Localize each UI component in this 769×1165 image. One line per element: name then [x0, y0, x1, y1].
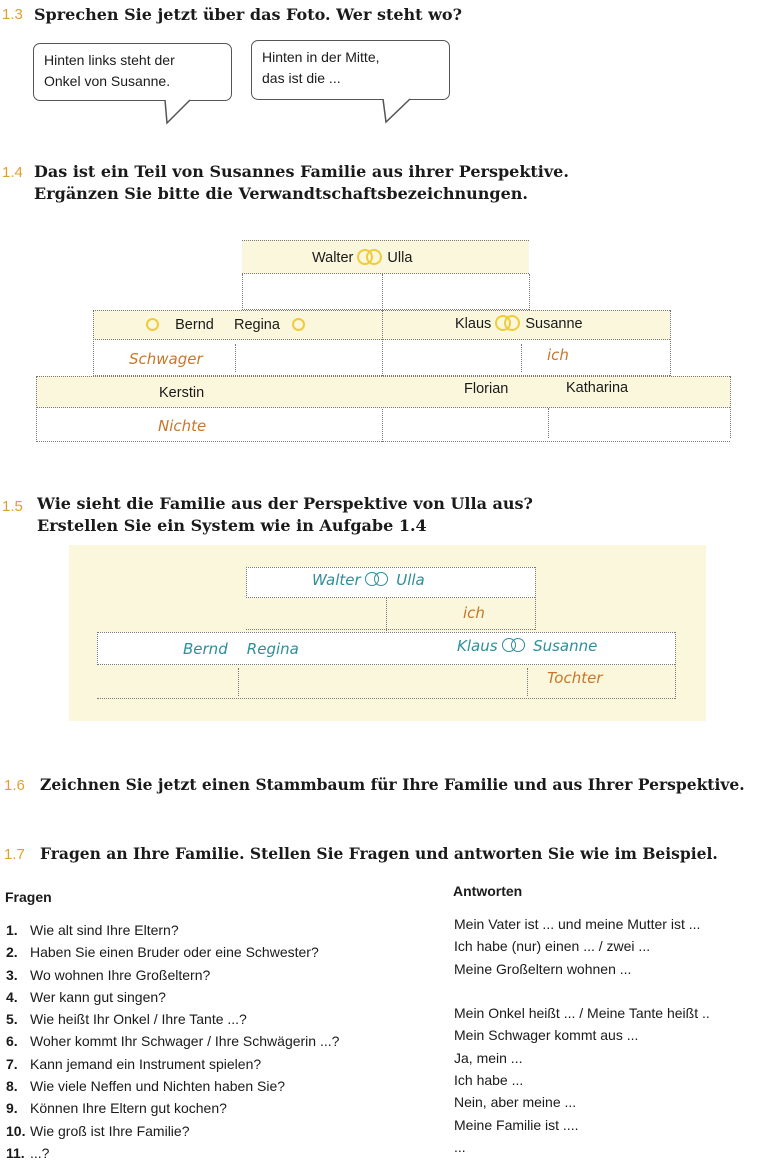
tree-couple-klaus-susanne	[455, 315, 583, 332]
name-ulla: Ulla	[387, 250, 413, 266]
question-number: 5.	[6, 1011, 18, 1028]
speech-bubble-tail	[378, 98, 418, 124]
name-regina: Regina	[233, 317, 280, 333]
name-regina: Regina	[246, 640, 299, 658]
bubble-line: Hinten in der Mitte,	[262, 49, 380, 65]
question-item	[6, 1142, 339, 1164]
question-number: 7.	[6, 1055, 18, 1072]
question-number: 6.	[6, 1033, 18, 1050]
answer-item: Mein Onkel heißt ... / Meine Tante heißt ..	[454, 1005, 710, 1022]
question-text: Kann jemand ein Instrument spielen?	[30, 1055, 262, 1072]
relation-nichte: Nichte	[158, 417, 207, 435]
answer-item: Meine Großeltern wohnen ...	[454, 960, 632, 977]
answer-item	[454, 980, 710, 1002]
name-walter: Walter	[312, 571, 361, 589]
title-line: Erstellen Sie ein System wie in Aufgabe 1.4	[37, 516, 427, 535]
question-number: 11.	[6, 1144, 25, 1161]
exercise-number: 1.3	[2, 6, 23, 23]
question-number: 2.	[6, 944, 18, 961]
question-text: Wer kann gut singen?	[30, 988, 166, 1005]
tree-couple-grandparents	[312, 571, 425, 589]
column-header-fragen: Fragen	[5, 889, 52, 905]
exercise-title: Zeichnen Sie jetzt einen Stammbaum für Ihre Familie und aus Ihrer Perspektive.	[40, 775, 745, 794]
speech-bubble-tail	[160, 99, 200, 125]
title-line: Das ist ein Teil von Susannes Familie aus ihrer Perspektive.	[34, 162, 569, 181]
question-number: 10.	[6, 1122, 26, 1139]
question-list	[6, 919, 339, 1164]
question-text: Wie viele Neffen und Nichten haben Sie?	[30, 1078, 286, 1095]
wedding-rings-icon	[357, 249, 383, 265]
exercise-number: 1.4	[2, 164, 23, 181]
question-item	[6, 919, 339, 941]
question-number: 8.	[6, 1078, 18, 1095]
question-number: 4.	[6, 988, 18, 1005]
exercise-title	[37, 493, 533, 537]
answer-item: Ich habe (nur) einen ... / zwei ...	[454, 938, 651, 955]
question-item	[6, 1120, 339, 1142]
name-katharina: Katharina	[566, 380, 629, 396]
question-item	[6, 1053, 339, 1075]
question-item	[6, 1008, 339, 1030]
question-number: 9.	[6, 1100, 18, 1117]
exercise-title: Sprechen Sie jetzt über das Foto. Wer steht wo?	[34, 5, 462, 24]
question-text: Wie groß ist Ihre Familie?	[30, 1122, 190, 1139]
exercise-number: 1.6	[4, 777, 25, 794]
answer-item: Meine Familie ist ....	[454, 1116, 579, 1133]
relation-ich: ich	[463, 604, 485, 622]
name-florian: Florian	[464, 381, 509, 397]
ring-icon	[292, 318, 305, 331]
question-text: Wie heißt Ihr Onkel / Ihre Tante ...?	[30, 1011, 247, 1028]
column-header-antworten: Antworten	[453, 883, 523, 899]
wedding-rings-icon	[495, 315, 521, 331]
tree-couple-grandparents	[312, 249, 412, 266]
exercise-number: 1.5	[2, 498, 23, 515]
name-susanne: Susanne	[525, 316, 583, 332]
tree-couple-bernd-regina	[183, 640, 299, 658]
tree-row-empty	[242, 274, 529, 310]
exercise-number: 1.7	[4, 846, 25, 863]
question-item	[6, 941, 339, 963]
title-line: Wie sieht die Familie aus der Perspektive von Ulla aus?	[37, 494, 533, 513]
wedding-rings-icon	[365, 572, 391, 588]
bubble-line: Onkel von Susanne.	[44, 73, 171, 89]
name-bernd: Bernd	[183, 640, 228, 658]
question-text: Können Ihre Eltern gut kochen?	[30, 1100, 227, 1117]
answer-item: Ich habe ...	[454, 1072, 524, 1089]
bubble-line: das ist die ...	[262, 70, 341, 86]
answer-list	[454, 913, 710, 1158]
answer-item: Ja, mein ...	[454, 1049, 523, 1066]
question-item	[6, 1097, 339, 1119]
name-bernd: Bernd	[175, 317, 214, 333]
question-text: ...?	[30, 1144, 50, 1161]
bubble-line: Hinten links steht der	[44, 52, 175, 68]
name-susanne: Susanne	[533, 637, 598, 655]
question-number: 3.	[6, 966, 18, 983]
exercise-title	[34, 161, 569, 205]
tree-couple-klaus-susanne	[457, 637, 597, 655]
question-text: Wo wohnen Ihre Großeltern?	[30, 966, 211, 983]
tree-row-relation	[246, 598, 535, 630]
ring-icon	[146, 318, 159, 331]
question-item	[6, 986, 339, 1008]
name-walter: Walter	[312, 250, 354, 266]
relation-schwager: Schwager	[129, 350, 203, 368]
question-item	[6, 1075, 339, 1097]
speech-bubble-2	[251, 40, 450, 100]
question-text: Wie alt sind Ihre Eltern?	[30, 922, 179, 938]
answer-item: ...	[454, 1138, 466, 1155]
name-kerstin: Kerstin	[159, 385, 205, 401]
question-text: Woher kommt Ihr Schwager / Ihre Schwägerin ...?	[30, 1033, 340, 1050]
answer-item: Mein Vater ist ... und meine Mutter ist ...	[454, 916, 701, 932]
question-item	[6, 1030, 339, 1052]
wedding-rings-icon	[502, 638, 528, 654]
answer-item: Mein Schwager kommt aus ...	[454, 1027, 639, 1044]
question-item	[6, 964, 339, 986]
answer-item: Nein, aber meine ...	[454, 1094, 577, 1111]
tree-couple-bernd-regina	[146, 317, 305, 333]
name-klaus: Klaus	[455, 316, 492, 332]
exercise-title: Fragen an Ihre Familie. Stellen Sie Fragen und antworten Sie wie im Beispiel.	[40, 844, 718, 863]
name-klaus: Klaus	[457, 637, 498, 655]
title-line: Ergänzen Sie bitte die Verwandtschaftsbezeichnungen.	[34, 184, 528, 203]
relation-ich: ich	[547, 346, 569, 364]
name-ulla: Ulla	[396, 571, 425, 589]
question-text: Haben Sie einen Bruder oder eine Schwester?	[30, 944, 319, 961]
tree-row-child-relations	[36, 408, 730, 442]
question-number: 1.	[6, 922, 18, 938]
speech-bubble-1	[33, 43, 232, 101]
relation-tochter: Tochter	[547, 669, 603, 687]
